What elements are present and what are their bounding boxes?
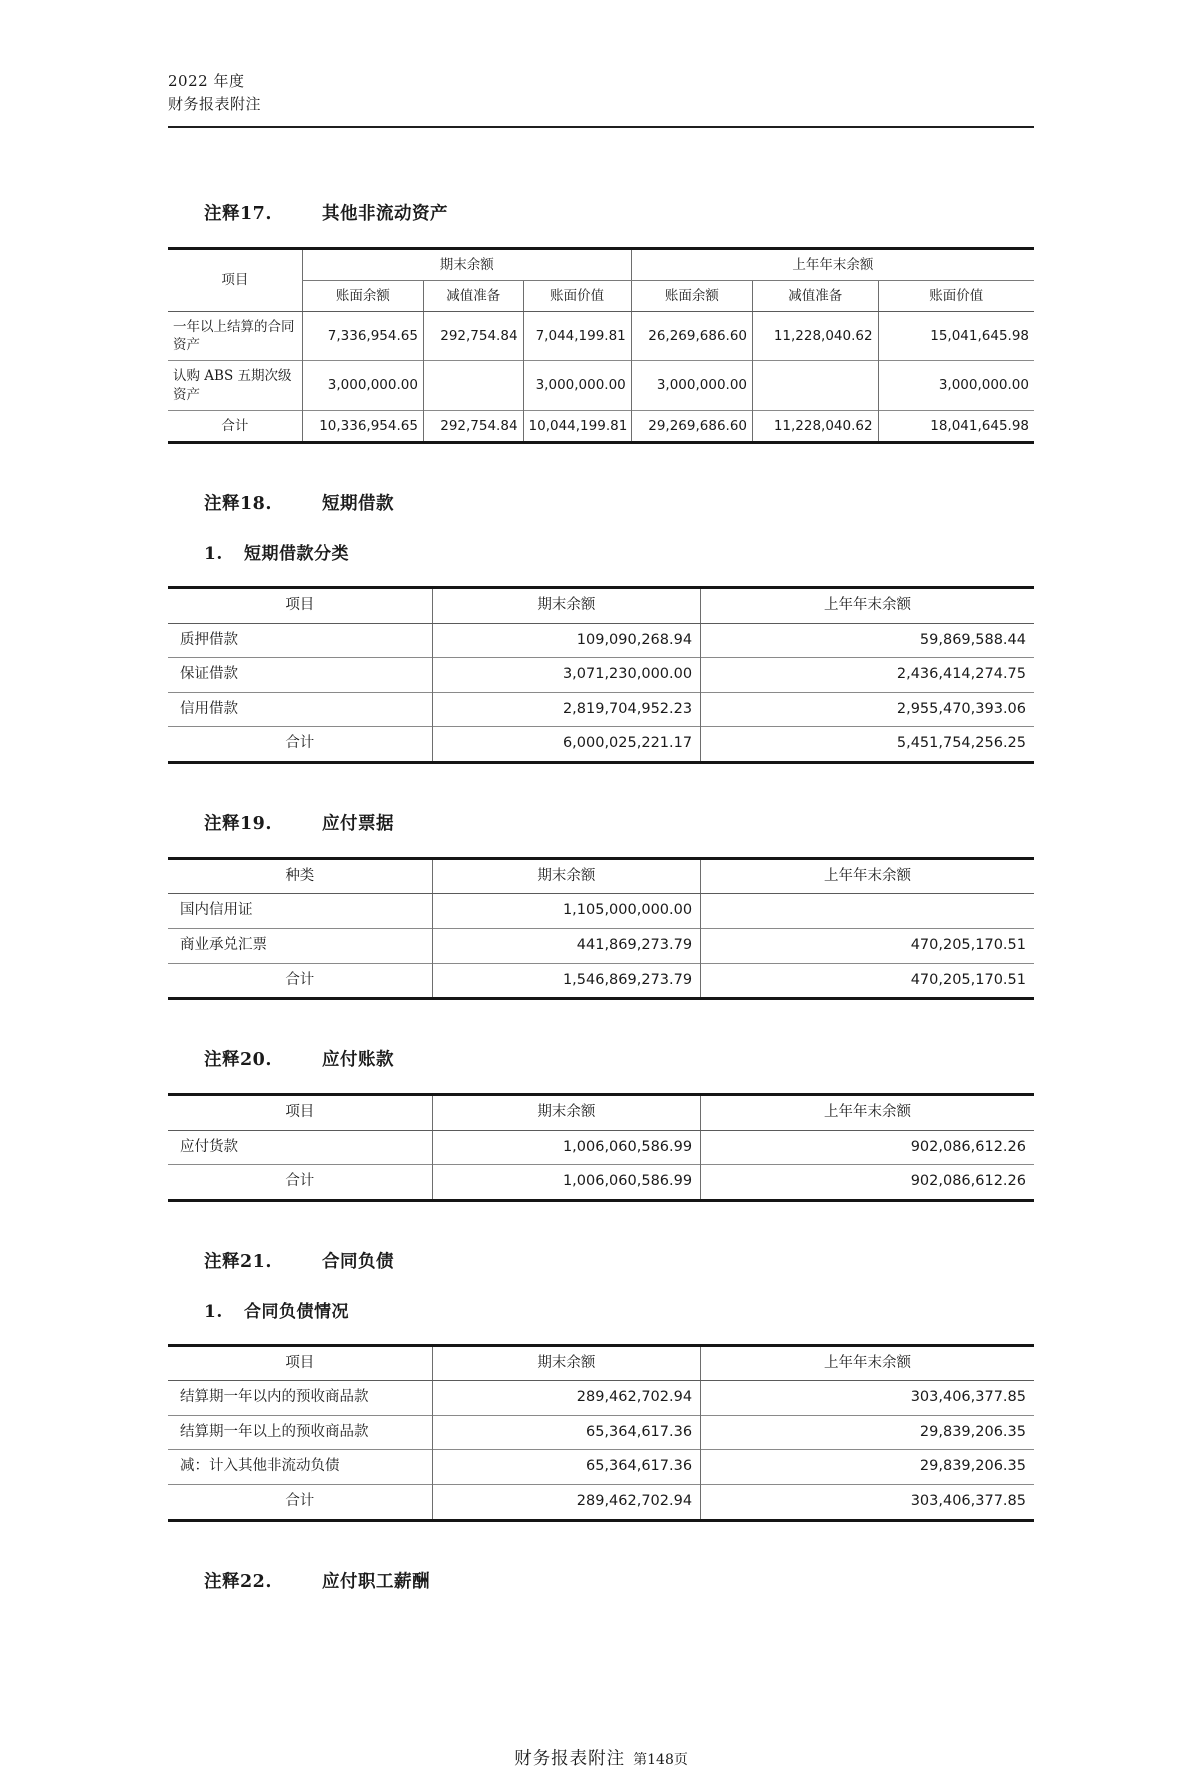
cell-prior: 29,839,206.35 bbox=[701, 1415, 1034, 1450]
total-row bbox=[168, 410, 1034, 442]
cell-value: 292,754.84 bbox=[423, 311, 523, 360]
note18-table-head bbox=[168, 588, 1034, 624]
row-label: 减：计入其他非流动负债 bbox=[168, 1450, 432, 1485]
total-row bbox=[168, 963, 1034, 999]
header-doc-title: 财务报表附注 bbox=[168, 95, 262, 114]
table-row bbox=[168, 692, 1034, 727]
header-year: 2022 年度 bbox=[168, 72, 245, 90]
note18-label: 注释18. bbox=[204, 494, 272, 515]
cell-value: 7,336,954.65 bbox=[302, 311, 423, 360]
total-label: 合计 bbox=[168, 1165, 432, 1201]
cell-value: 29,269,686.60 bbox=[631, 410, 752, 442]
note17-sub-1: 减值准备 bbox=[423, 280, 523, 311]
header-row bbox=[168, 1345, 1034, 1381]
note20-table-body bbox=[168, 1130, 1034, 1200]
col-ending: 期末余额 bbox=[432, 858, 700, 894]
total-label: 合计 bbox=[168, 963, 432, 999]
cell-value: 292,754.84 bbox=[423, 410, 523, 442]
row-label: 质押借款 bbox=[168, 623, 432, 658]
cell-prior: 470,205,170.51 bbox=[701, 963, 1034, 999]
page-footer bbox=[168, 1745, 1034, 1770]
cell-value: 3,000,000.00 bbox=[523, 361, 631, 410]
table-row bbox=[168, 1415, 1034, 1450]
note17-group-header-row bbox=[168, 248, 1034, 280]
cell-value: 3,000,000.00 bbox=[631, 361, 752, 410]
note21-table bbox=[168, 1344, 1034, 1522]
cell-ending: 1,006,060,586.99 bbox=[432, 1165, 700, 1201]
note21-title: 合同负债 bbox=[322, 1251, 394, 1272]
row-label: 认购 ABS 五期次级资产 bbox=[168, 361, 302, 410]
note20-table bbox=[168, 1093, 1034, 1202]
cell-value: 10,336,954.65 bbox=[302, 410, 423, 442]
col-item: 种类 bbox=[168, 858, 432, 894]
note22-heading bbox=[168, 1568, 1034, 1593]
note17-title: 其他非流动资产 bbox=[322, 203, 448, 224]
table-row bbox=[168, 1130, 1034, 1165]
cell-ending: 65,364,617.36 bbox=[432, 1450, 700, 1485]
note21-sub-heading bbox=[168, 1297, 1034, 1322]
cell-prior: 59,869,588.44 bbox=[701, 623, 1034, 658]
cell-value: 11,228,040.62 bbox=[753, 410, 879, 442]
note19-table bbox=[168, 857, 1034, 1000]
table-row bbox=[168, 1381, 1034, 1416]
table-row bbox=[168, 1450, 1034, 1485]
note17-sub-2: 账面价值 bbox=[523, 280, 631, 311]
cell-value: 26,269,686.60 bbox=[631, 311, 752, 360]
cell-value: 18,041,645.98 bbox=[878, 410, 1034, 442]
note19-title: 应付票据 bbox=[322, 813, 394, 834]
page-content bbox=[168, 0, 1034, 1770]
cell-prior: 902,086,612.26 bbox=[701, 1130, 1034, 1165]
note18-title: 短期借款 bbox=[322, 494, 394, 515]
col-item: 项目 bbox=[168, 1345, 432, 1381]
cell-value: 15,041,645.98 bbox=[878, 311, 1034, 360]
note19-table-head bbox=[168, 858, 1034, 894]
total-row bbox=[168, 1485, 1034, 1521]
note17-col-item: 项目 bbox=[221, 272, 249, 289]
total-label: 合计 bbox=[168, 1485, 432, 1521]
note19-label: 注释19. bbox=[204, 813, 272, 834]
cell-ending: 1,006,060,586.99 bbox=[432, 1130, 700, 1165]
col-prior: 上年年末余额 bbox=[701, 1095, 1034, 1131]
note18-sub-title: 短期借款分类 bbox=[244, 544, 349, 565]
cell-prior: 902,086,612.26 bbox=[701, 1165, 1034, 1201]
cell-ending: 1,546,869,273.79 bbox=[432, 963, 700, 999]
cell-prior: 29,839,206.35 bbox=[701, 1450, 1034, 1485]
row-label: 结算期一年以上的预收商品款 bbox=[168, 1415, 432, 1450]
note18-heading bbox=[168, 490, 1034, 515]
row-label: 应付货款 bbox=[168, 1130, 432, 1165]
col-ending: 期末余额 bbox=[432, 588, 700, 624]
row-label: 信用借款 bbox=[168, 692, 432, 727]
cell-prior: 470,205,170.51 bbox=[701, 928, 1034, 963]
col-ending: 期末余额 bbox=[432, 1095, 700, 1131]
note20-label: 注释20. bbox=[204, 1050, 272, 1071]
note20-table-head bbox=[168, 1095, 1034, 1131]
table-row bbox=[168, 894, 1034, 929]
cell-prior: 303,406,377.85 bbox=[701, 1381, 1034, 1416]
cell-ending: 2,819,704,952.23 bbox=[432, 692, 700, 727]
row-label: 结算期一年以内的预收商品款 bbox=[168, 1381, 432, 1416]
col-item: 项目 bbox=[168, 588, 432, 624]
note17-label: 注释17. bbox=[204, 203, 272, 224]
note17-group-prior: 上年年末余额 bbox=[631, 248, 1034, 280]
cell-prior: 5,451,754,256.25 bbox=[701, 727, 1034, 763]
cell-prior: 2,436,414,274.75 bbox=[701, 658, 1034, 693]
header-row bbox=[168, 858, 1034, 894]
col-prior: 上年年末余额 bbox=[701, 1345, 1034, 1381]
total-label: 合计 bbox=[168, 410, 302, 442]
note18-table-body bbox=[168, 623, 1034, 762]
note19-heading bbox=[168, 810, 1034, 835]
note20-title: 应付账款 bbox=[322, 1050, 394, 1071]
row-label: 商业承兑汇票 bbox=[168, 928, 432, 963]
total-row bbox=[168, 727, 1034, 763]
table-row bbox=[168, 311, 1034, 360]
note17-sub-0: 账面余额 bbox=[302, 280, 423, 311]
footer-page-number: 第148页 bbox=[633, 1751, 688, 1768]
note17-table-body bbox=[168, 311, 1034, 442]
row-label: 一年以上结算的合同资产 bbox=[168, 311, 302, 360]
col-prior: 上年年末余额 bbox=[701, 858, 1034, 894]
table-row bbox=[168, 928, 1034, 963]
table-row bbox=[168, 658, 1034, 693]
note17-heading bbox=[168, 200, 1034, 225]
col-item: 项目 bbox=[168, 1095, 432, 1131]
page-header bbox=[168, 70, 1034, 117]
note17-sub-5: 账面价值 bbox=[878, 280, 1034, 311]
cell-ending: 6,000,025,221.17 bbox=[432, 727, 700, 763]
row-label: 保证借款 bbox=[168, 658, 432, 693]
cell-ending: 3,071,230,000.00 bbox=[432, 658, 700, 693]
note22-label: 注释22. bbox=[204, 1571, 272, 1592]
cell-ending: 1,105,000,000.00 bbox=[432, 894, 700, 929]
footer-title: 财务报表附注 bbox=[514, 1748, 626, 1769]
note19-table-body bbox=[168, 894, 1034, 999]
cell-value bbox=[423, 361, 523, 410]
note22-title: 应付职工薪酬 bbox=[322, 1571, 430, 1592]
cell-value: 3,000,000.00 bbox=[302, 361, 423, 410]
cell-ending: 109,090,268.94 bbox=[432, 623, 700, 658]
note21-sub-num: 1. bbox=[204, 1301, 223, 1322]
cell-value: 7,044,199.81 bbox=[523, 311, 631, 360]
cell-prior bbox=[701, 894, 1034, 929]
cell-value: 10,044,199.81 bbox=[523, 410, 631, 442]
table-row bbox=[168, 361, 1034, 410]
header-row bbox=[168, 588, 1034, 624]
note18-sub-heading bbox=[168, 539, 1034, 564]
note21-table-body bbox=[168, 1381, 1034, 1520]
note18-sub-num: 1. bbox=[204, 544, 223, 565]
note17-sub-4: 减值准备 bbox=[753, 280, 879, 311]
cell-value: 11,228,040.62 bbox=[753, 311, 879, 360]
cell-prior: 2,955,470,393.06 bbox=[701, 692, 1034, 727]
table-row bbox=[168, 623, 1034, 658]
header-rule bbox=[168, 126, 1034, 128]
row-label: 国内信用证 bbox=[168, 894, 432, 929]
cell-value bbox=[753, 361, 879, 410]
total-row bbox=[168, 1165, 1034, 1201]
note20-heading bbox=[168, 1046, 1034, 1071]
col-ending: 期末余额 bbox=[432, 1345, 700, 1381]
cell-value: 3,000,000.00 bbox=[878, 361, 1034, 410]
cell-ending: 289,462,702.94 bbox=[432, 1381, 700, 1416]
note21-heading bbox=[168, 1248, 1034, 1273]
note17-table bbox=[168, 247, 1034, 445]
note17-group-end: 期末余额 bbox=[302, 248, 631, 280]
note21-label: 注释21. bbox=[204, 1251, 272, 1272]
cell-ending: 65,364,617.36 bbox=[432, 1415, 700, 1450]
col-prior: 上年年末余额 bbox=[701, 588, 1034, 624]
total-label: 合计 bbox=[168, 727, 432, 763]
cell-ending: 289,462,702.94 bbox=[432, 1485, 700, 1521]
header-row bbox=[168, 1095, 1034, 1131]
note17-sub-3: 账面余额 bbox=[631, 280, 752, 311]
cell-ending: 441,869,273.79 bbox=[432, 928, 700, 963]
note21-sub-title: 合同负债情况 bbox=[244, 1301, 349, 1322]
cell-prior: 303,406,377.85 bbox=[701, 1485, 1034, 1521]
note18-table bbox=[168, 586, 1034, 764]
note21-table-head bbox=[168, 1345, 1034, 1381]
note17-table-head bbox=[168, 248, 1034, 311]
